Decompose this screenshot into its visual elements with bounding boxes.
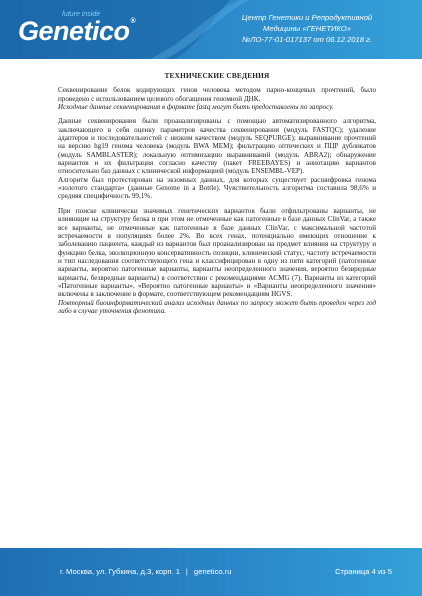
paragraph-analysis-pipeline: Данные секвенирования были проанализированы с помощью автоматизированного алгоритма, заключающего в себя оценку параметров качества секвенирования (модуль FASTQC); удаление адаптеров и последовательностей с низким качеством (модуль SEQPURGE); выравнивание прочтений на версию hg19 генома человека (модуль BWA MEM); фильтрацию оптических и ПЦР дубликатов (модуль SAMBLASTER); локальную оптимизацию выравниваний (модуль ABRA2); обнаружение вариантов и их фильтрация согласно качеству (пакет FREEBAYES) и аннотацию вариантов относительно баз данных с клинической информацией (модуль ENSEMBL-VEP). xyxy=(58,117,376,176)
paragraph-algorithm-testing: Алгоритм был протестирован на экзомных данных, для которых существует расшифровка генома «золотого стандарта» (данные Genome in a Bottle). Чувствительность алгоритма составила 98,6% и средняя специфичность 99,1%. xyxy=(58,175,376,201)
registered-mark: ® xyxy=(130,18,136,25)
paragraph-sequencing: Секвенирование белок кодирующих генов человека методом парно-концевых прочтений, было проведено с использованием целевого обогащения геномной ДНК. xyxy=(58,86,376,103)
footer-contacts xyxy=(60,567,231,576)
logo-text: Genetico xyxy=(18,16,130,46)
page-footer xyxy=(0,548,422,596)
footer-website-link[interactable]: genetico.ru xyxy=(193,567,232,576)
section-title: ТЕХНИЧЕСКИЕ СВЕДЕНИЯ xyxy=(164,71,270,80)
logo-tagline: future inside xyxy=(62,11,101,18)
footer-separator: | xyxy=(185,567,188,576)
page-number: Страница 4 из 5 xyxy=(335,567,392,576)
clinic-name-line2: Медицины «ГЕНЕТИКО» xyxy=(263,24,351,33)
paragraph-variant-filtering: При поиске клинически значимых генетических вариантов были отфильтрованы варианты, не влияющие на структуру белка и при этом не отмеченные как патогенные в базе данных ClinVar, а также все варианты, не отмеченные как патогенные в базе данных ClinVar, с максимальной частотой встречаемости в популяциях более 2%. Во всех генах, потенциально имеющих отношение к заболеванию пациента, каждый из вариантов был проанализирован на предмет влияния на структуру и функцию белка, эволюционную консервативность позиции, клинический статус, частоту встречаемости и тип наследования соответствующего гена и классифицирован в одну из пяти категорий (патогенные варианты, вероятно патогенные варианты, варианты неопределенного значения, вероятно безвредные варианты, безвредные варианты) в соответствии с рекомендациями ACMG (7). Варианты из категорий «Патогенные варианты», «Вероятно патогенные варианты» и «Варианты неопределенного значения» включены в заключение в формате, соответствующем рекомендациям HGVS. xyxy=(58,206,376,299)
header-clinic-info xyxy=(222,12,392,45)
page-header xyxy=(0,0,422,59)
paragraph-fastq-note: Исходные данные секвенирования в формате fastq могут быть предоставлены по запросу. xyxy=(58,103,334,112)
clinic-license: №ЛО-77-01-017137 от 06.12.2018 г. xyxy=(242,35,372,44)
footer-address: г. Москва, ул. Губкина, д.3, корп. 1 xyxy=(60,567,180,576)
paragraph-reanalysis-note: Повторный биоинформатический анализ исходных данных по запросу может быть проведен через год либо в случае уточнения фенотипа. xyxy=(58,298,376,315)
clinic-name-line1: Центр Генетики и Репродуктивной xyxy=(241,13,373,22)
genetico-logo[interactable] xyxy=(18,18,135,45)
document-body xyxy=(58,72,376,315)
